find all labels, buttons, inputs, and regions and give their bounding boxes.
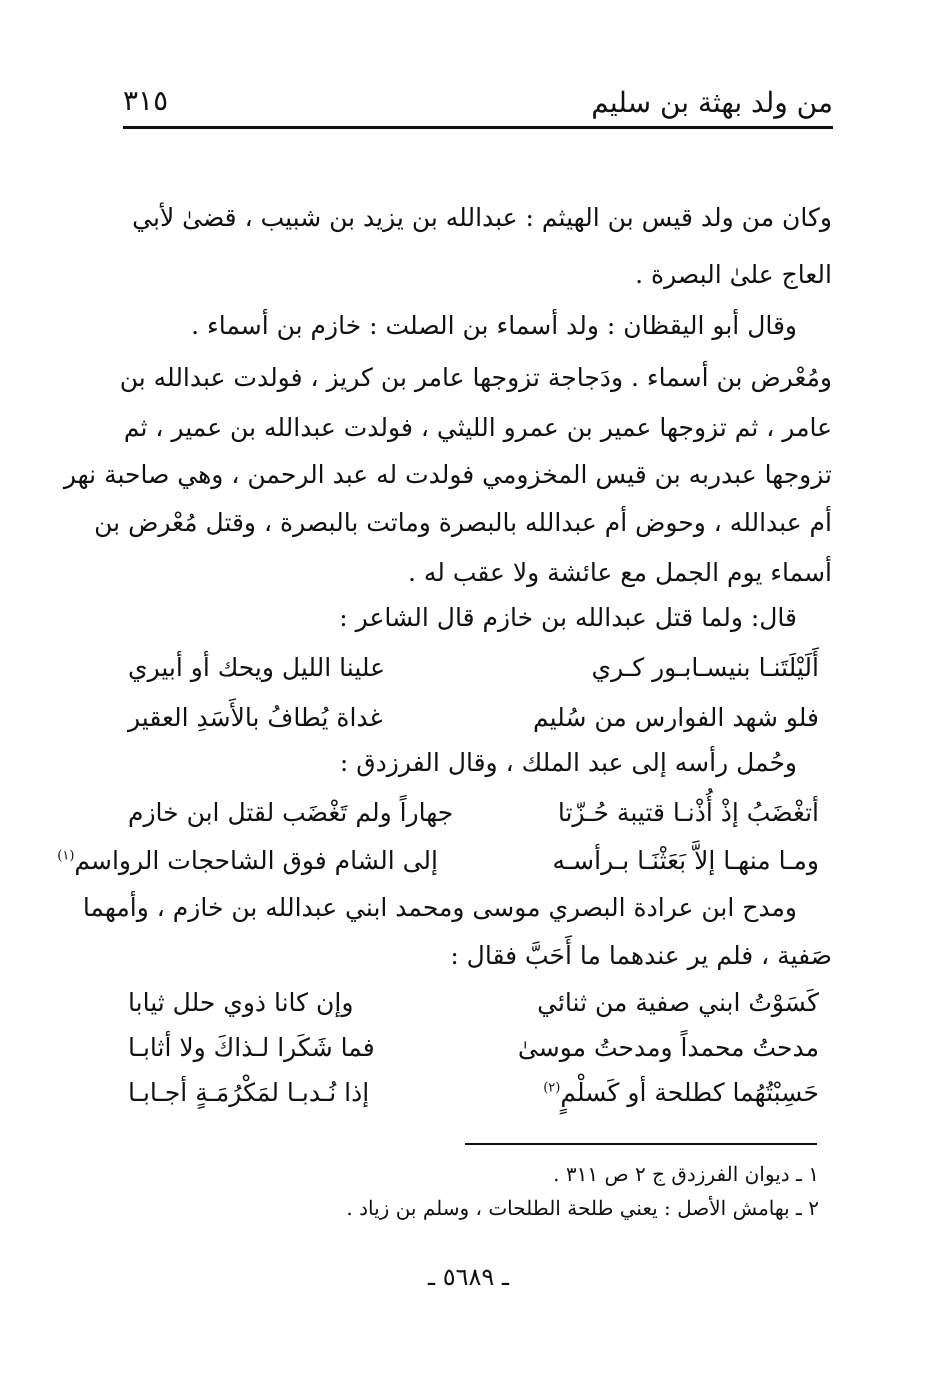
verse-text: إلى الشام فوق الشاحجات الرواسم [74, 846, 438, 875]
verse-hemistich-second: جهاراً ولم تَغْضَب لقتل ابن خازم [128, 798, 454, 827]
text-line: وكان من ولد قيس بن الهيثم : عبدالله بن يزيد بن شبيب ، قضىٰ لأبي [132, 203, 832, 232]
text-line: وحُمل رأسه إلى عبد الملك ، وقال الفرزدق : [339, 748, 797, 777]
verse-line [0, 705, 937, 735]
verse-hemistich-second: فما شَكَرا لـذاكَ ولا أثابـا [128, 1033, 375, 1062]
footnote-marker: (٢) [543, 1080, 561, 1096]
verse-hemistich-second: وإن كانا ذوي حلل ثيابا [128, 988, 354, 1017]
footnote-rule [465, 1143, 817, 1145]
text-line: قال: ولما قتل عبدالله بن خازم قال الشاعر : [339, 603, 797, 632]
verse-hemistich-first: أَلَيْلَتَنـا بنيسـابـور كـري [591, 653, 819, 682]
verse-line [0, 848, 937, 878]
text-line: عامر ، ثم تزوجها عمير بن عمرو الليثي ، فولدت عبدالله بن عمير ، ثم [123, 413, 832, 442]
verse-line [0, 990, 937, 1020]
text-line: وقال أبو اليقظان : ولد أسماء بن الصلت : خازم بن أسماء . [191, 311, 797, 340]
text-line: أسماء يوم الجمل مع عائشة ولا عقب له . [407, 558, 832, 587]
verse-hemistich-first: كَسَوْتُ ابني صفية من ثنائي [537, 988, 819, 1017]
footnote: ١ ـ ديوان الفرزدق ج ٢ ص ٣١١ . [553, 1162, 819, 1186]
verse-hemistich-first: أتغْضَبُ إذْ أُذْنـا قتيبة حُـزّتا [557, 798, 819, 827]
verse-hemistich-first: مدحتُ محمداً ومدحتُ موسىٰ [517, 1033, 819, 1062]
verse-hemistich-first: فلو شهد الفوارس من سُليم [532, 703, 819, 732]
verse-hemistich-first: ومـا منهـا إلاَّ بَعَثْنَـا بـرأسـه [552, 846, 819, 875]
page-header [123, 80, 833, 126]
footnote-marker: (١) [57, 848, 75, 864]
verse-line [0, 655, 937, 685]
verse-hemistich-second: غداة يُطافُ بالأَسَدِ العقير [128, 703, 383, 732]
text-line: صَفية ، فلم ير عندهما ما أَحَبَّ فقال : [450, 941, 832, 970]
text-line: ومُعْرض بن أسماء . ودَجاجة تزوجها عامر بن كريز ، فولدت عبدالله بن [119, 363, 832, 392]
verse-hemistich-first [489, 1080, 819, 1105]
running-title: من ولد بهثة بن سليم [591, 86, 833, 119]
text-line: العاج علىٰ البصرة . [635, 260, 832, 289]
verse-text: حَسِبْتُهُما كطلحة أو كَسلْمٍ [560, 1078, 819, 1107]
text-line: ومدح ابن عرادة البصري موسى ومحمد ابني عبدالله بن خازم ، وأمهما [82, 893, 797, 922]
verse-hemistich-second: إذا نُـدبـا لمَكْرُمَـةٍ أجـابـا [128, 1078, 370, 1107]
verse-hemistich-second: علينا الليل ويحك أو أبيري [128, 653, 386, 682]
folio-number: ـ ٥٦٨٩ ـ [428, 1263, 509, 1291]
text-line: تزوجها عبدربه بن قيس المخزومي فولدت له عبد الرحمن ، وهي صاحبة نهر [63, 460, 832, 489]
verse-hemistich-second [57, 846, 438, 875]
text-line: أم عبدالله ، وحوض أم عبدالله بالبصرة وماتت بالبصرة ، وقتل مُعْرض بن [94, 508, 832, 537]
verse-line [0, 1035, 937, 1065]
footnote: ٢ ـ بهامش الأصل : يعني طلحة الطلحات ، وسلم بن زياد . [346, 1196, 819, 1220]
verse-line [0, 1080, 937, 1110]
page-number: ٣١٥ [123, 84, 169, 117]
header-rule [123, 126, 833, 129]
verse-line [0, 800, 937, 830]
